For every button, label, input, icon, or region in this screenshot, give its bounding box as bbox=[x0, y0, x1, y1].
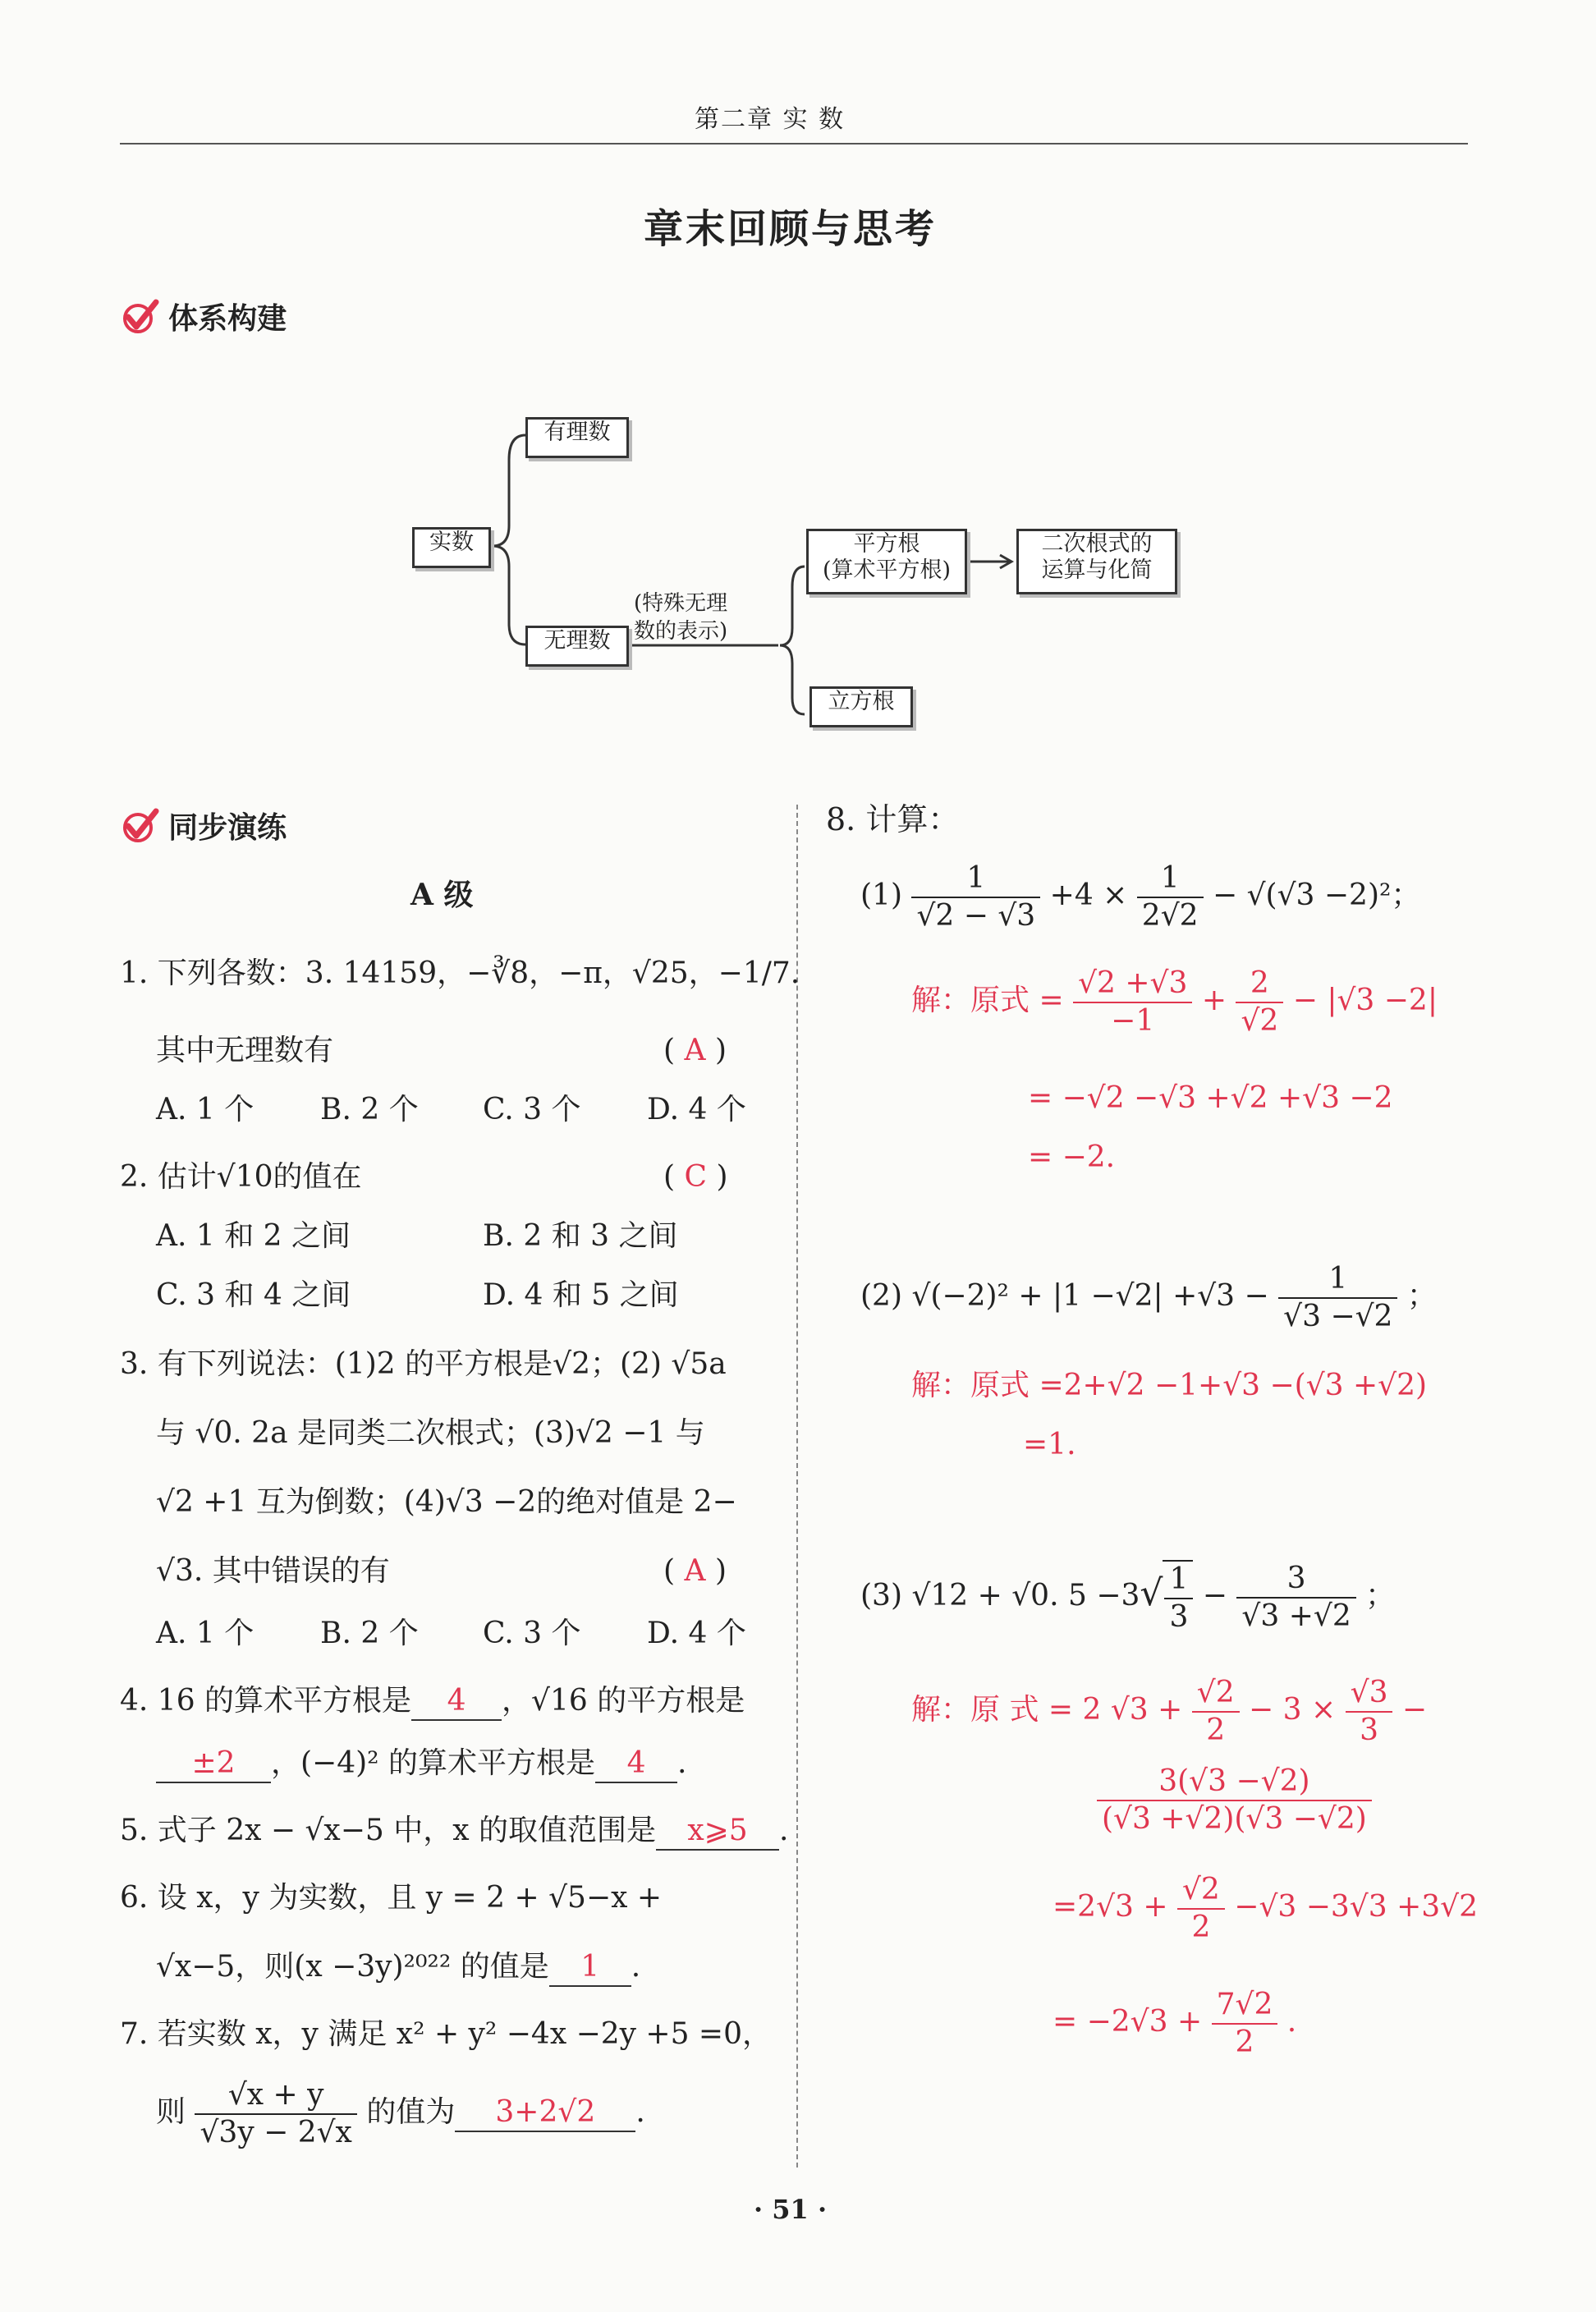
column-divider bbox=[796, 805, 798, 2168]
q1-answer: ( A ) bbox=[663, 1034, 727, 1067]
q4-blank-3[interactable]: 4 bbox=[595, 1745, 677, 1783]
q1-option-d: D. 4 个 bbox=[647, 1093, 746, 1126]
q8-part1-expr: (1) $\frac{1}{√2 - √3}$ +4 × $\frac{1}{2√2}$ − √(√3 −2)²； bbox=[860, 861, 1421, 933]
q6-line2: √x−5，则(x −3y)²⁰²² 的值是 1 . bbox=[156, 1949, 640, 1987]
q7-line2: 则 $\frac{√x + y}{√3y - 2√x}$ 的值为 3+2√2 . bbox=[156, 2078, 645, 2149]
section-practice bbox=[120, 805, 287, 846]
q6-line1: 6. 设 x，y 为实数，且 y = 2 + √5−x + bbox=[120, 1881, 663, 1915]
q3-option-d: D. 4 个 bbox=[647, 1617, 746, 1650]
q4-blank-2[interactable]: ±2 bbox=[156, 1745, 271, 1783]
q3-option-c: C. 3 个 bbox=[483, 1617, 581, 1650]
q7-line1: 7. 若实数 x，y 满足 x² + y² −4x −2y +5 =0， bbox=[120, 2017, 773, 2051]
q1-stem: 1. 下列各数：3. 14159，−∛8，−π，√25，−1/7. bbox=[120, 956, 800, 990]
check-icon bbox=[120, 806, 159, 846]
q7-fraction: $\frac{√x + y}{√3y - 2√x}$ bbox=[195, 2077, 356, 2151]
q5-blank[interactable]: x⩾5 bbox=[656, 1813, 779, 1851]
box-real-number: 实数 bbox=[412, 527, 491, 568]
box-rational: 有理数 bbox=[525, 417, 629, 458]
section-title: 体系构建 bbox=[168, 302, 287, 336]
q2-stem: 2. 估计√10的值在 bbox=[120, 1160, 362, 1194]
level-label: A 级 bbox=[410, 878, 474, 912]
page-title: 章末回顾与思考 bbox=[644, 206, 938, 252]
page-number: · 51 · bbox=[754, 2194, 828, 2225]
box-square-root: 平方根 (算术平方根) bbox=[806, 529, 967, 594]
q8-part3-solution-4: = −2√3 + $\frac{7√2}{2}$ . bbox=[1053, 1988, 1297, 2059]
q4-blank-1[interactable]: 4 bbox=[411, 1683, 502, 1721]
q8-part3-solution-3: =2√3 + $\frac{√2}{2}$ −√3 −3√3 +3√2 bbox=[1053, 1873, 1478, 1944]
q8-title: 8. 计算： bbox=[826, 801, 960, 837]
q8-part2-solution-2: =1. bbox=[1023, 1428, 1076, 1461]
running-header: 第二章 实 数 bbox=[695, 105, 846, 134]
q1-option-c: C. 3 个 bbox=[483, 1093, 581, 1126]
q4-line2: ±2 ，(−4)² 的算术平方根是 4 . bbox=[156, 1745, 687, 1783]
q2-option-a: A. 1 和 2 之间 bbox=[156, 1219, 351, 1253]
q8-part1-solution-3: = −2. bbox=[1028, 1140, 1116, 1174]
q1-option-a: A. 1 个 bbox=[156, 1093, 255, 1126]
box-irrational: 无理数 bbox=[525, 626, 629, 667]
q8-part3-solution-2: $\frac{3(√3 -√2)}{(√3 +√2)(√3 -√2)}$ bbox=[1097, 1764, 1372, 1837]
q2-option-c: C. 3 和 4 之间 bbox=[156, 1278, 351, 1312]
section-title: 同步演练 bbox=[168, 811, 287, 845]
q8-part2-solution-1: 解：原式 =2+√2 −1+√3 −(√3 +√2) bbox=[911, 1369, 1428, 1402]
q2-option-d: D. 4 和 5 之间 bbox=[483, 1278, 679, 1312]
note-special-irrational: (特殊无理 数的表示) bbox=[634, 591, 728, 644]
q7-blank[interactable]: 3+2√2 bbox=[455, 2094, 635, 2132]
q4-line1: 4. 16 的算术平方根是 4 ，√16 的平方根是 bbox=[120, 1683, 745, 1721]
box-cube-root: 立方根 bbox=[809, 686, 913, 727]
box-quadratic-radical: 二次根式的 运算与化简 bbox=[1016, 529, 1177, 594]
q1-option-b: B. 2 个 bbox=[320, 1093, 419, 1126]
q3-line1: 3. 有下列说法：(1)2 的平方根是√2；(2) √5a bbox=[120, 1347, 727, 1381]
q1-line2: 其中无理数有 bbox=[156, 1034, 334, 1067]
q3-line3: √2 +1 互为倒数；(4)√3 −2的绝对值是 2− bbox=[156, 1485, 737, 1519]
q3-answer: ( A ) bbox=[663, 1554, 727, 1588]
concept-diagram-lines bbox=[0, 0, 1596, 755]
q8-part3-solution-1: 解：原 式 = 2 √3 + $\frac{√2}{2}$ − 3 × $\frac{√3}{3}$ − bbox=[911, 1676, 1428, 1747]
q8-part2-expr: (2) √(−2)² + |1 −√2| +√3 − $\frac{1}{√3 -√2}$ ； bbox=[860, 1262, 1437, 1333]
q3-line2: 与 √0. 2a 是同类二次根式；(3)√2 −1 与 bbox=[156, 1416, 705, 1450]
q8-part3-expr: (3) √12 + √0. 5 −3√ $\frac{1}{3}$ − $\frac{3}{√3 +√2}$ ； bbox=[860, 1562, 1396, 1634]
q3-option-b: B. 2 个 bbox=[320, 1617, 419, 1650]
q3-line4: √3. 其中错误的有 bbox=[156, 1554, 390, 1588]
q3-option-a: A. 1 个 bbox=[156, 1617, 255, 1650]
q6-blank[interactable]: 1 bbox=[549, 1949, 631, 1987]
q2-answer: ( C ) bbox=[663, 1160, 728, 1194]
q8-part1-solution-1: 解：原式 = $\frac{√2 +√3}{-1}$ + $\frac{2}{√2}$ − |√3 −2| bbox=[911, 966, 1438, 1038]
q5-line: 5. 式子 2x − √x−5 中，x 的取值范围是 x⩾5 . bbox=[120, 1813, 788, 1851]
q2-option-b: B. 2 和 3 之间 bbox=[483, 1219, 678, 1253]
q8-part1-solution-2: = −√2 −√3 +√2 +√3 −2 bbox=[1028, 1081, 1393, 1115]
